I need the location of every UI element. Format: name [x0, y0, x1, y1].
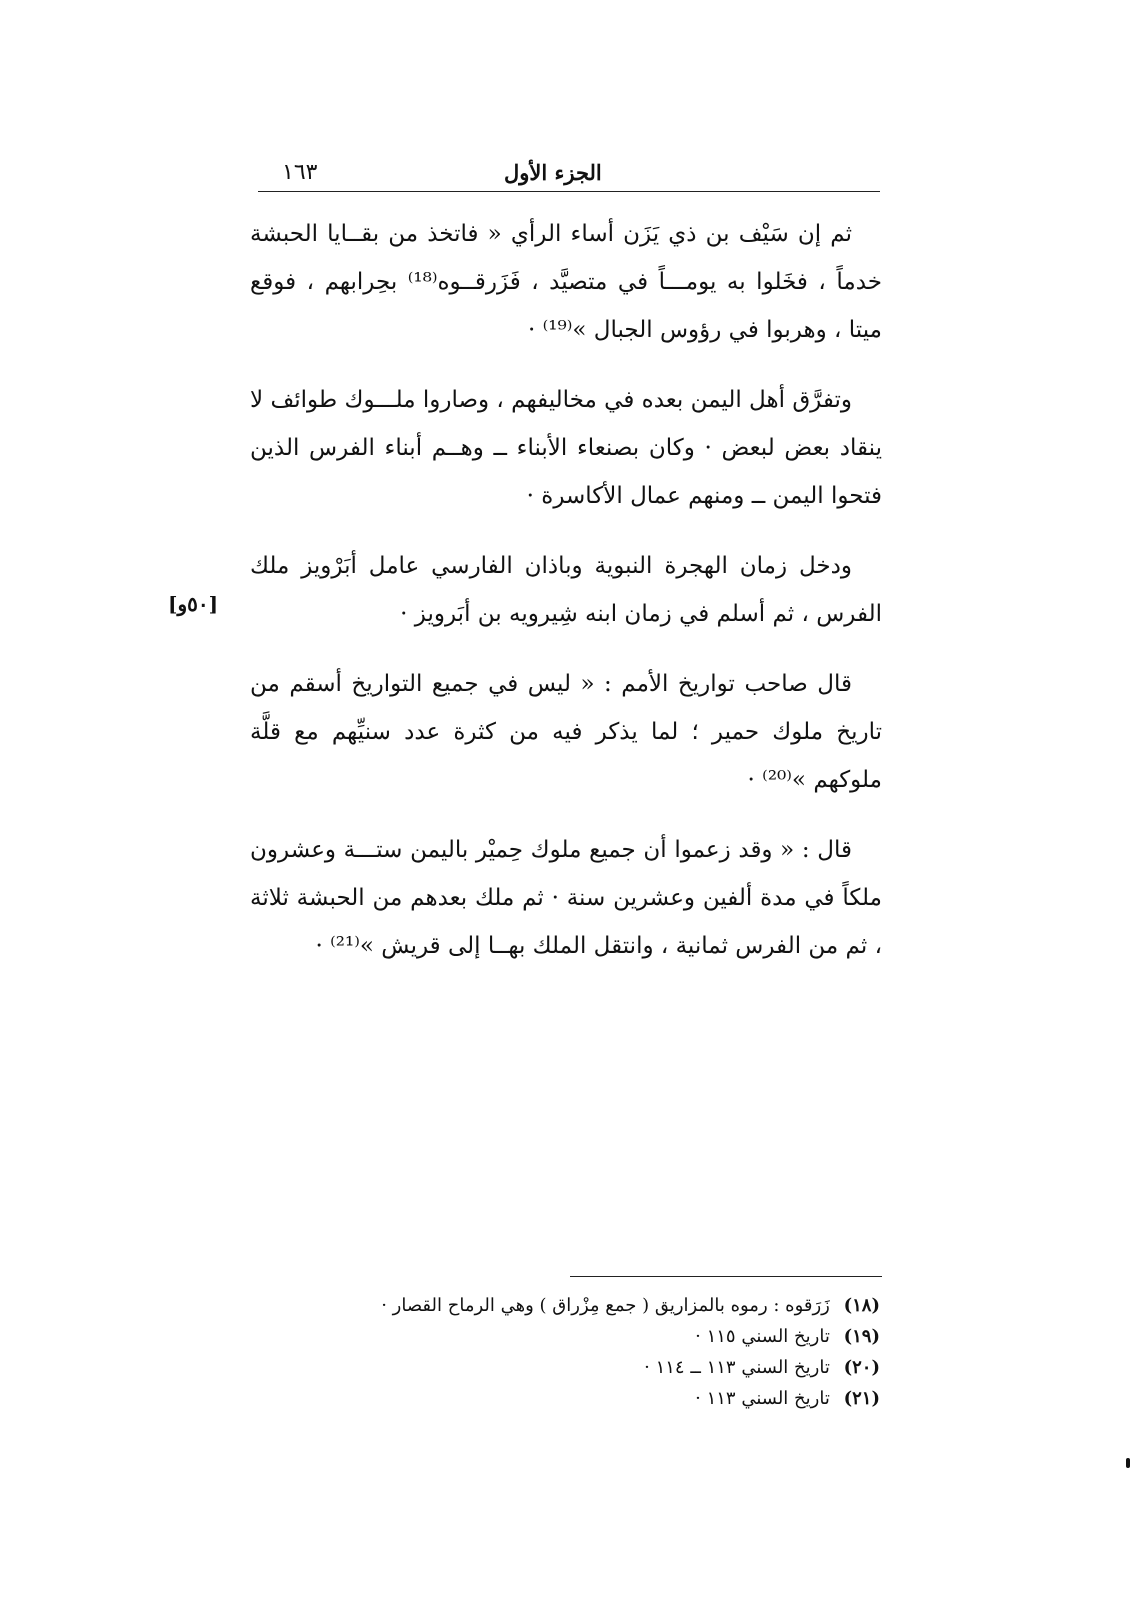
paragraph: قال صاحب تواريخ الأمم : « ليس في جميع التواريخ أسقم من تاريخ ملوك حمير ؛ لما يذكر فيه من كثرة عدد سنيِّهم مع قلَّة ملوكهم »⁽²⁰⁾ ·: [250, 671, 882, 793]
footnote-text: زَرَقوه : رموه بالمزاريق ( جمع مِزْراق ) وهي الرماح القصار ·: [381, 1295, 830, 1316]
running-head: الجزء الأول: [504, 160, 602, 185]
footnote-text: تاريخ السني ١١٣ ·: [695, 1388, 830, 1409]
footnote-text: تاريخ السني ١١٥ ·: [695, 1326, 830, 1347]
scan-edge-mark: [1126, 1458, 1130, 1468]
footnote-rule: [570, 1276, 882, 1277]
page-header: [258, 160, 880, 190]
footnote: [258, 1321, 880, 1352]
footnote-text: تاريخ السني ١١٣ ــ ١١٤ ·: [644, 1357, 830, 1378]
page-number: ١٦٣: [282, 160, 318, 185]
paragraph: وتفرَّق أهل اليمن بعده في مخاليفهم ، وصاروا ملـــوك طوائف لا ينقاد بعض لبعض · وكان بصنعاء الأبناء ــ وهــم أبناء الفرس الذين فتحوا اليمن ــ ومنهم عمال الأكاسرة ·: [250, 387, 882, 509]
folio-margin-note: [٥٠و]: [168, 592, 219, 616]
footnotes: [258, 1290, 880, 1414]
footnote-number: (٢١): [843, 1388, 880, 1409]
footnote-number: (١٨): [843, 1295, 880, 1316]
footnote: [258, 1383, 880, 1414]
paragraph: قال : « وقد زعموا أن جميع ملوك حِميْر باليمن ستـــة وعشرون ملكاً في مدة ألفين وعشرين سنة · ثم ملك بعدهم من الحبشة ثلاثة ، ثم من الفرس ثمانية ، وانتقل الملك بهــا إلى قريش »⁽²¹⁾ ·: [250, 837, 882, 959]
paragraph: ودخل زمان الهجرة النبوية وباذان الفارسي عامل أبَرْويز ملك الفرس ، ثم أسلم في زمان ابنه شِيرويه بن أبَرويز ·: [250, 553, 882, 627]
main-text: [250, 210, 882, 992]
footnote-number: (١٩): [843, 1326, 880, 1347]
paragraph: ثم إن سَيْف بن ذي يَزَن أساء الرأي « فاتخذ من بقــايا الحبشة خدماً ، فخَلوا به يومـــاً في متصيَّد ، فَزَرقــوه⁽¹⁸⁾ بحِرابهم ، فوقع ميتا ، وهربوا في رؤوس الجبال »⁽¹⁹⁾ ·: [250, 221, 882, 343]
footnote: [258, 1352, 880, 1383]
footnote: [258, 1290, 880, 1321]
footnote-number: (٢٠): [843, 1357, 880, 1378]
header-rule: [258, 191, 880, 192]
